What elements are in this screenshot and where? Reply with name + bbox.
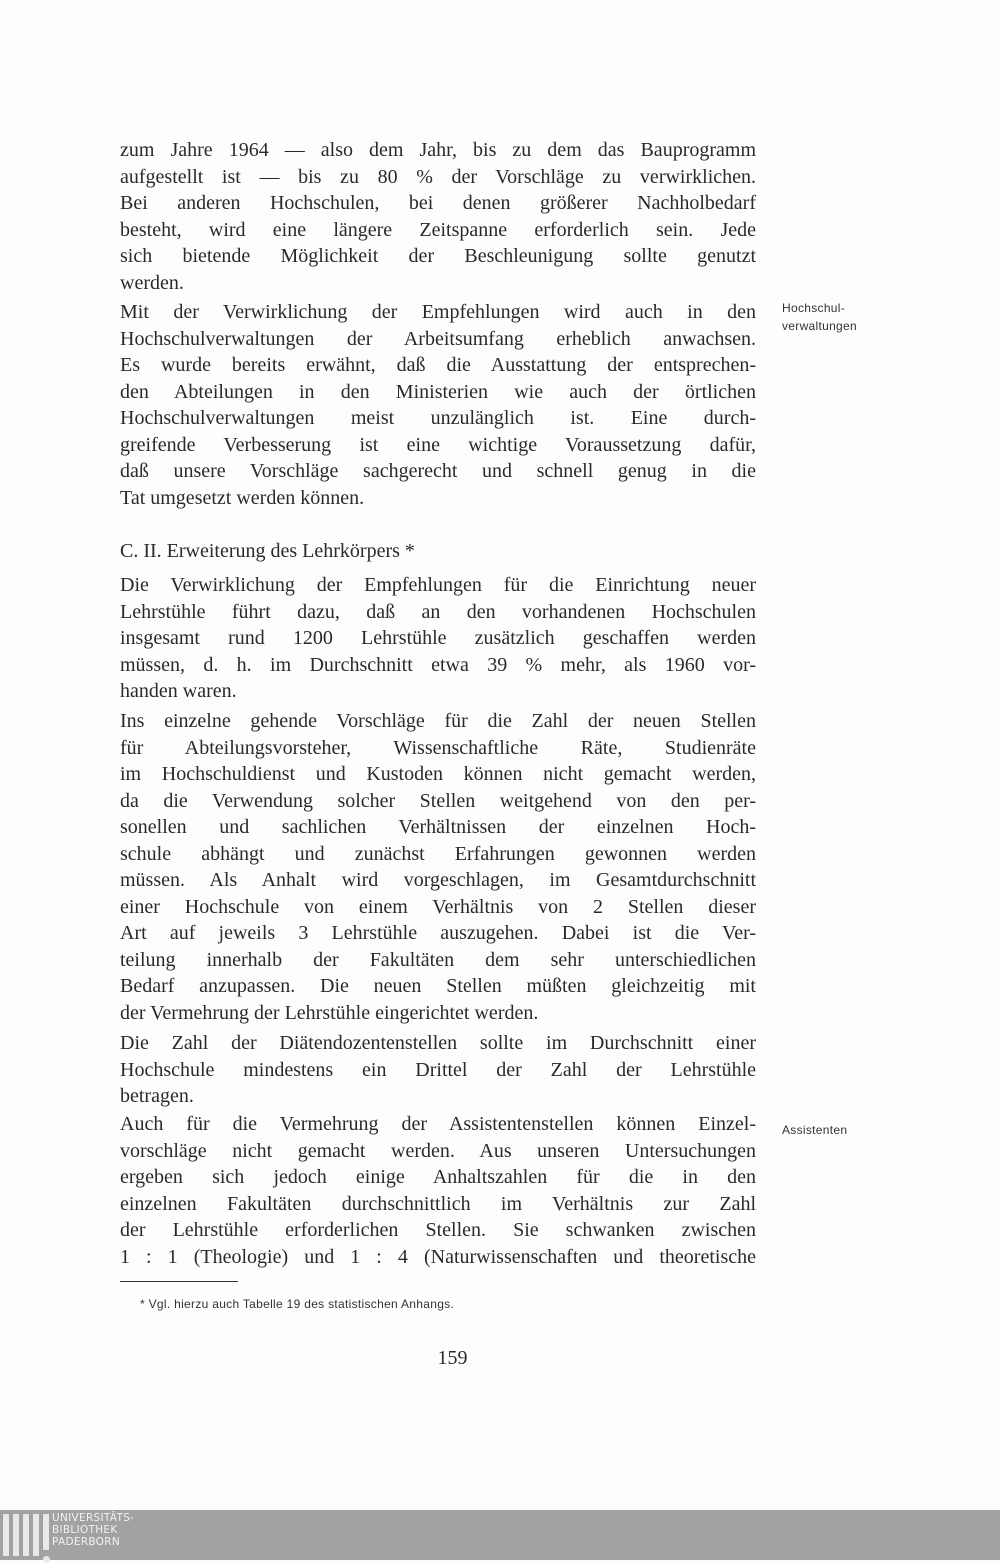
text-line: müssen, d. h. im Durchschnitt etwa 39 % mehr, als 1960 vor- — [120, 653, 756, 676]
footnote: * Vgl. hierzu auch Tabelle 19 des statistischen Anhangs. — [140, 1297, 455, 1311]
text-line: Bei anderen Hochschulen, bei denen größerer Nachholbedarf — [120, 192, 756, 214]
text-line: zum Jahre 1964 — also dem Jahr, bis zu dem das Bauprogramm — [120, 139, 756, 161]
library-footer-bar — [0, 1510, 1000, 1560]
text-line: Tat umgesetzt werden können. — [120, 486, 365, 509]
text-line: werden. — [120, 271, 184, 294]
margin-note-hochschulverwaltungen — [782, 299, 857, 335]
text-line: vorschläge nicht gemacht werden. Aus unseren Untersuchungen — [120, 1139, 756, 1162]
paragraph — [120, 1111, 756, 1270]
text-line: im Hochschuldienst und Kustoden können nicht gemacht werden, — [120, 763, 756, 785]
text-line: 1 : 1 (Theologie) und 1 : 4 (Naturwissenschaften und theoretische — [120, 1245, 756, 1268]
text-line: Es wurde bereits erwähnt, daß die Ausstattung der entsprechen- — [120, 354, 756, 376]
section-heading: C. II. Erweiterung des Lehrkörpers * — [120, 540, 415, 562]
text-line: handen waren. — [120, 680, 237, 702]
paragraph — [120, 299, 756, 511]
text-line: schule abhängt und zunächst Erfahrungen gewonnen werden — [120, 842, 756, 865]
text-line: Art auf jeweils 3 Lehrstühle auszugehen. Dabei ist die Ver- — [120, 922, 756, 944]
text-line: einzelnen Fakultäten durchschnittlich im Verhältnis zur Zahl — [120, 1192, 756, 1215]
text-line: der Lehrstühle erforderlichen Stellen. Sie schwanken zwischen — [120, 1219, 756, 1241]
logo-line: UNIVERSITÄTS- — [52, 1512, 135, 1524]
text-line: einer Hochschule von einem Verhältnis von 2 Stellen dieser — [120, 895, 756, 918]
margin-note-assistenten: Assistenten — [782, 1123, 848, 1137]
text-line: der Vermehrung der Lehrstühle eingerichtet werden. — [120, 1001, 539, 1024]
text-line: Die Zahl der Diätendozentenstellen sollte im Durchschnitt einer — [120, 1032, 756, 1054]
text-line: betragen. — [120, 1085, 194, 1107]
text-line: greifende Verbesserung ist eine wichtige Voraussetzung dafür, — [120, 433, 756, 456]
paragraph — [120, 708, 756, 1026]
text-line: Bedarf anzupassen. Die neuen Stellen müßten gleichzeitig mit — [120, 975, 756, 997]
page-number: 159 — [437, 1347, 468, 1369]
paragraph — [120, 1030, 756, 1110]
text-line: für Abteilungsvorsteher, Wissenschaftliche Räte, Studienräte — [120, 736, 756, 759]
text-line: besteht, wird eine längere Zeitspanne erforderlich sein. Jede — [120, 218, 756, 241]
margin-note-line: Hochschul- — [782, 301, 846, 315]
text-line: aufgestellt ist — bis zu 80 % der Vorschläge zu verwirklichen. — [120, 165, 756, 188]
text-line: daß unsere Vorschläge sachgerecht und schnell genug in die — [120, 460, 756, 482]
text-line: Lehrstühle führt dazu, daß an den vorhandenen Hochschulen — [120, 600, 756, 623]
text-line: Hochschule mindestens ein Drittel der Zahl der Lehrstühle — [120, 1058, 756, 1081]
logo-line: BIBLIOTHEK — [52, 1524, 118, 1536]
text-line: teilung innerhalb der Fakultäten dem sehr unterschiedlichen — [120, 948, 756, 971]
text-line: müssen. Als Anhalt wird vorgeschlagen, im Gesamtdurchschnitt — [120, 869, 756, 891]
text-line: sich bietende Möglichkeit der Beschleunigung sollte genutzt — [120, 245, 756, 267]
text-line: da die Verwendung solcher Stellen weitgehend von den per- — [120, 789, 756, 812]
footnote-divider — [120, 1281, 238, 1282]
text-line: insgesamt rund 1200 Lehrstühle zusätzlich geschaffen werden — [120, 627, 756, 649]
text-line: sonellen und sachlichen Verhältnissen der einzelnen Hoch- — [120, 816, 756, 838]
text-line: Auch für die Vermehrung der Assistentenstellen können Einzel- — [120, 1113, 756, 1135]
text-line: ergeben sich jedoch einige Anhaltszahlen für die in den — [120, 1166, 756, 1188]
logo-line: PADERBORN — [52, 1536, 120, 1548]
paragraph — [120, 137, 756, 296]
text-line: Hochschulverwaltungen der Arbeitsumfang erheblich anwachsen. — [120, 327, 756, 350]
text-line: Die Verwirklichung der Empfehlungen für die Einrichtung neuer — [120, 574, 756, 596]
text-line: Ins einzelne gehende Vorschläge für die Zahl der neuen Stellen — [120, 710, 756, 732]
text-line: Mit der Verwirklichung der Empfehlungen wird auch in den — [120, 301, 756, 323]
text-line: den Abteilungen in den Ministerien wie auch der örtlichen — [120, 380, 756, 403]
margin-note-line: verwaltungen — [782, 319, 857, 333]
paragraph — [120, 572, 756, 705]
library-logo-text — [52, 1512, 134, 1548]
text-line: Hochschulverwaltungen meist unzulänglich ist. Eine durch- — [120, 407, 756, 429]
